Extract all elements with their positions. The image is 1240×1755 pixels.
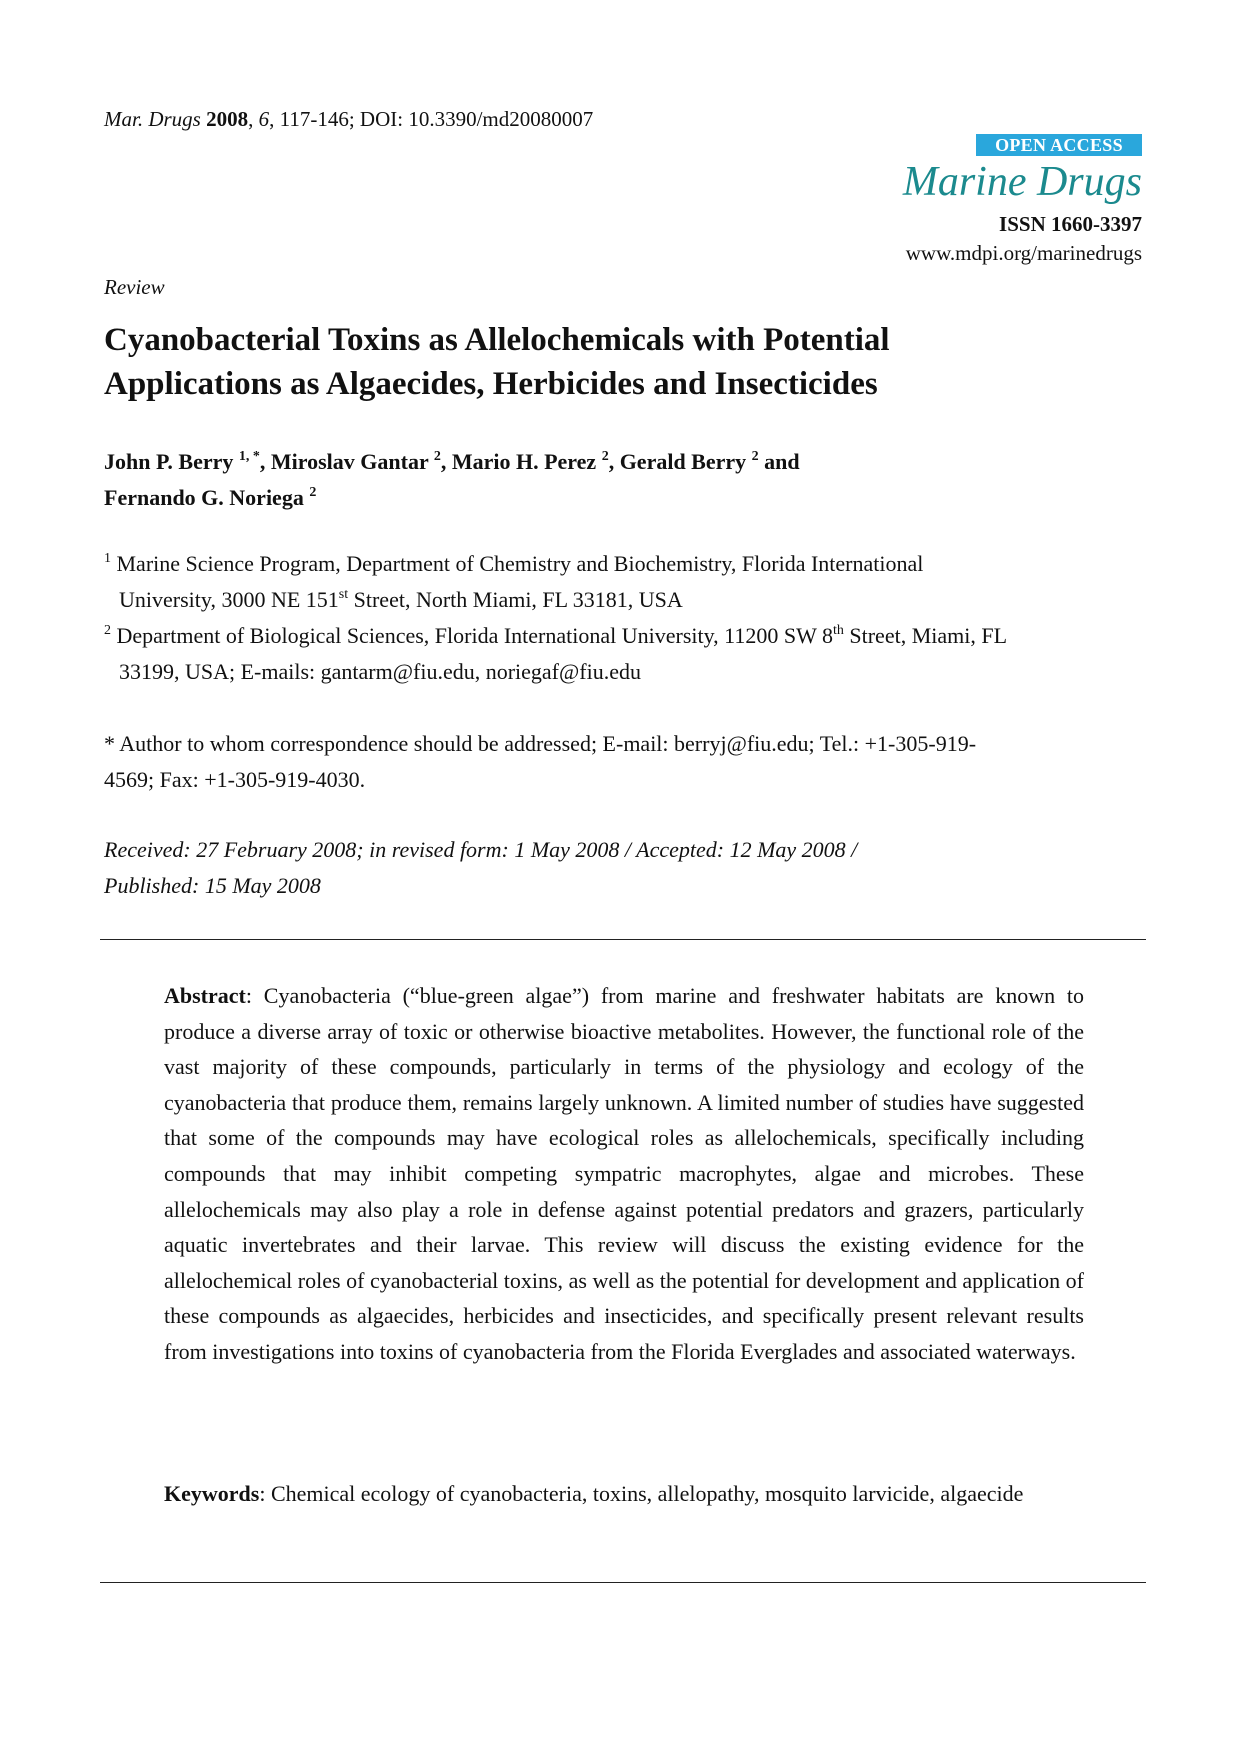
publication-year: 2008 [206, 107, 249, 131]
journal-url[interactable]: www.mdpi.org/marinedrugs [905, 241, 1142, 265]
affiliation-2: $^2$ Department of Biological Sciences, Florida International University, 11200 SW 8th Street, Miami, FL 33199, USA; E-mails: gantarm@fiu.edu, noriegaf@fiu.edu [104, 623, 1008, 684]
keywords-text: Chemical ecology of cyanobacteria, toxins, allelopathy, mosquito larvicide, algaecide [270, 1481, 1024, 1506]
article-title [104, 318, 1144, 406]
author-name: Gerald Berry [619, 449, 747, 474]
title-line: Applications as Algaecides, Herbicides and Insecticides [104, 366, 878, 402]
affiliation-number: 2 [104, 623, 111, 638]
keywords: Keywords: Chemical ecology of cyanobacteria, toxins, allelopathy, mosquito larvicide, algaecide [164, 1481, 1024, 1506]
affiliation-number: 1 [104, 551, 111, 566]
author-line: John P. Berry $^{1, *}$, Miroslav Gantar $^2$, Mario H. Perez $^2$, Gerald Berry $^2$ and [104, 449, 800, 474]
author-name: Fernando G. Noriega [104, 485, 304, 510]
open-access-badge: OPEN ACCESS [976, 134, 1142, 156]
keywords-label: Keywords [164, 1481, 260, 1506]
author-affil-sup: 2 [433, 449, 441, 464]
author-affil-sup: 2 [601, 449, 609, 464]
article-type: Review [104, 275, 165, 299]
divider-top [100, 939, 1146, 940]
author-list [104, 444, 1144, 516]
journal-name: Marine Drugs [902, 159, 1142, 205]
author-name: John P. Berry [104, 449, 234, 474]
abstract-label: Abstract [164, 983, 246, 1008]
author-line [104, 480, 1144, 516]
volume-number: 6 [258, 107, 270, 131]
correspondence-note: * Author to whom correspondence should be addressed; E-mail: berryj@fiu.edu; Tel.: +1-305-919- 4569; Fax: +1-305-919-4030. [104, 731, 977, 792]
divider-bottom [100, 1582, 1146, 1583]
pages-doi: , 117-146; DOI: 10.3390/md20080007 [269, 107, 594, 131]
abstract: Abstract: Cyanobacteria (“blue-green algae”) from marine and freshwater habitats are known to produce a diverse array of toxic or otherwise bioactive metabolites. However, the functional role of the vast majority of these compounds, particularly in terms of the physiology and ecology of the cyanobacteria that produce them, remains largely unknown. A limited number of studies have suggested that some of the compounds may have ecological roles as allelochemicals, specifically including compounds that may inhibit competing sympatric macrophytes, algae and microbes. These allelochemicals may also play a role in defense against potential predators and grazers, particularly aquatic invertebrates and their larvae. This review will discuss the existing evidence for the allelochemical roles of cyanobacterial toxins, as well as the potential for development and application of these compounds as algaecides, herbicides and insecticides, and specifically present relevant results from investigations into toxins of cyanobacteria from the Florida Everglades and associated waterways. [164, 983, 1085, 1364]
affiliation-1: $^1$ Marine Science Program, Department of Chemistry and Biochemistry, Florida International University, 3000 NE 151st Street, North Miami, FL 33181, USA [104, 551, 924, 612]
author-name: Miroslav Gantar [270, 449, 429, 474]
citation-line: Mar. Drugs 2008, 6, 117-146; DOI: 10.3390/md20080007 [104, 107, 594, 131]
issn: ISSN 1660-3397 [999, 212, 1142, 236]
publication-dates: Received: 27 February 2008; in revised form: 1 May 2008 / Accepted: 12 May 2008 / Published: 15 May 2008 [104, 837, 858, 898]
title-line: Cyanobacterial Toxins as Allelochemicals with Potential [104, 322, 890, 358]
abstract-text: Cyanobacteria (“blue-green algae”) from marine and freshwater habitats are known to produce a diverse array of toxic or otherwise bioactive metabolites. However, the functional role of the vast majority of these compounds, particularly in terms of the physiology and ecology of the cyanobacteria that produce them, remains largely unknown. A limited number of studies have suggested that some of the compounds may have ecological roles as allelochemicals, specifically including compounds that may inhibit competing sympatric macrophytes, algae and microbes. These allelochemicals may also play a role in defense against potential predators and grazers, particularly aquatic invertebrates and their larvae. This review will discuss the existing evidence for the allelochemical roles of cyanobacterial toxins, as well as the potential for development and application of these compounds as algaecides, herbicides and insecticides, and specifically present relevant results from investigations into toxins of cyanobacteria from the Florida Everglades and associated waterways. [164, 983, 1085, 1364]
journal-abbrev: Mar. Drugs [104, 107, 201, 131]
author-affil-sup: 2 [309, 485, 317, 500]
author-name: Mario H. Perez [451, 449, 597, 474]
author-affil-sup: 2 [751, 449, 759, 464]
author-affil-sup: 1, * [238, 449, 260, 464]
